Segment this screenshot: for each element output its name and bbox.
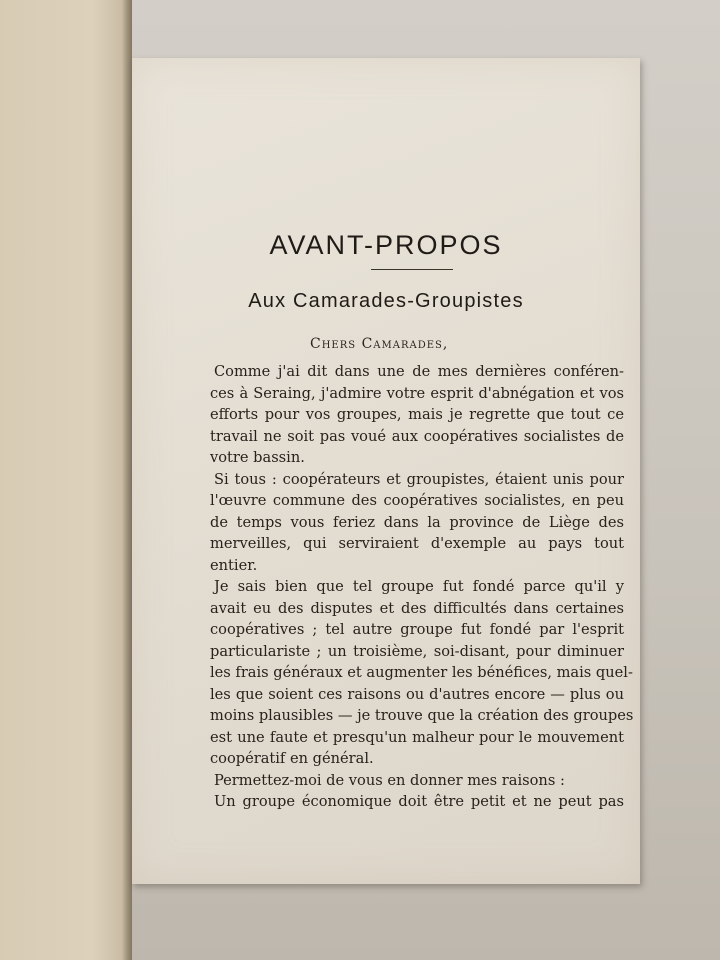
page-subtitle: Aux Camarades-Groupistes (248, 290, 524, 312)
text-line: ces à Seraing, j'admire votre esprit d'abnégation et vos (210, 384, 624, 402)
text-line: efforts pour vos groupes, mais je regrette que tout ce (210, 406, 624, 423)
text-line: entier. (210, 556, 258, 574)
left-facing-page (0, 0, 132, 960)
body-text (210, 361, 634, 813)
text-line: est une faute et presqu'un malheur pour le mouvement (210, 728, 624, 746)
text-line: les frais généraux et augmenter les bénéfices, mais quel- (210, 664, 633, 681)
text-line: Un groupe économique doit être petit et ne peut pas (214, 793, 624, 810)
salutation: Chers Camarades, (310, 336, 449, 352)
page-title: AVANT-PROPOS (269, 230, 503, 260)
text-line: Si tous : coopérateurs et groupistes, étaient unis pour (214, 470, 624, 488)
text-line: merveilles, qui serviraient d'exemple au pays tout (210, 535, 624, 552)
text-line: coopératif en général. (210, 750, 374, 767)
text-line: particulariste ; un troisième, soi-disant, pour diminuer (210, 642, 624, 660)
text-line: Comme j'ai dit dans une de mes dernières conféren- (214, 363, 624, 380)
text-line: l'œuvre commune des coopératives socialistes, en peu (210, 492, 624, 509)
title-rule (371, 269, 453, 270)
text-line: de temps vous feriez dans la province de Liège des (210, 513, 624, 531)
text-line: votre bassin. (210, 449, 305, 466)
text-line: les que soient ces raisons ou d'autres encore — plus ou (210, 685, 624, 703)
text-line: coopératives ; tel autre groupe fut fondé par l'esprit (210, 621, 624, 638)
text-line: Permettez-moi de vous en donner mes raisons : (214, 771, 565, 789)
text-line: avait eu des disputes et des difficultés dans certaines (210, 599, 624, 617)
text-line: moins plausibles — je trouve que la création des groupes (210, 707, 634, 724)
book-gutter (122, 0, 132, 960)
text-line: Je sais bien que tel groupe fut fondé parce qu'il y (214, 578, 624, 595)
text-line: travail ne soit pas voué aux coopératives socialistes de (210, 427, 624, 445)
book-page (132, 58, 640, 884)
